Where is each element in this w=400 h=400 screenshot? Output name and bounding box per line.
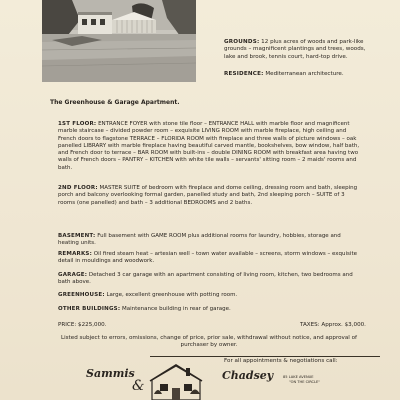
- other-buildings-text: Maintenance building in rear of garage.: [122, 306, 231, 312]
- price-line: PRICE: $225,000.: [58, 322, 107, 328]
- firm-address-line-1: 85 LAKE AVENUE: [283, 375, 314, 379]
- firm-address-line-2: "ON THE CIRCLE": [289, 380, 320, 384]
- taxes-line: TAXES: Approx. $3,000.: [300, 322, 366, 328]
- other-buildings-label: OTHER BUILDINGS:: [58, 306, 121, 312]
- greenhouse-paragraph: [58, 292, 360, 299]
- firm-name-chadsey: Chadsey: [222, 369, 274, 382]
- footer-divider: [150, 356, 380, 357]
- garage-label: GARAGE:: [58, 272, 88, 278]
- grounds-text: 12 plus acres of woods and park-like grounds – magnificent plantings and trees, woods, lake and brook, tennis court, hard-top drive.: [224, 39, 366, 60]
- remarks-text: Oil fired steam heat – artesian well – town water available – screens, storm windows – exquisite detail in mouldings and woodwork.: [58, 251, 357, 265]
- basement-text: Full basement with GAME ROOM plus additional rooms for laundry, hobbies, storage and heating units.: [58, 233, 341, 247]
- residence-paragraph: [224, 71, 372, 78]
- garage-paragraph: [58, 272, 360, 287]
- appointments-text: For all appointments & negotiations call:: [224, 358, 338, 364]
- other-buildings-paragraph: [58, 306, 360, 313]
- second-floor-paragraph: [58, 185, 360, 207]
- photo-caption: The Greenhouse & Garage Apartment.: [50, 99, 180, 106]
- first-floor-text: ENTRANCE FOYER with stone tile floor – ENTRANCE HALL with marble floor and magnificent marble staircase – divided powder room – exquisite LIVING ROOM with marble fireplace, high ceiling and French doors to flagstone TERRACE – FLORIDA ROOM with fireplace and three walls of picture windows – oak panelled LIBRARY with marble fireplace having beautiful carved mantle, bookshelves, bow window, half bath, and French door to terrace – BAR ROOM with built-ins – double DINING ROOM with breakfast area having two walls of French doors – PANTRY – KITCHEN with white tile walls – servants' sitting room – 2 maids' rooms and bath.: [58, 121, 360, 171]
- residence-text: Mediterranean architecture.: [265, 71, 344, 77]
- second-floor-label: 2ND FLOOR:: [58, 185, 98, 191]
- remarks-label: REMARKS:: [58, 251, 92, 257]
- grounds-label: GROUNDS:: [224, 39, 260, 45]
- greenhouse-label: GREENHOUSE:: [58, 292, 105, 298]
- basement-paragraph: [58, 233, 360, 248]
- residence-label: RESIDENCE:: [224, 71, 264, 77]
- greenhouse-text: Large, excellent greenhouse with potting room.: [106, 292, 238, 298]
- first-floor-label: 1ST FLOOR:: [58, 121, 97, 127]
- firm-ampersand: &: [132, 378, 145, 394]
- basement-label: BASEMENT:: [58, 233, 96, 239]
- grounds-paragraph: [224, 39, 372, 61]
- firm-name-sammis: Sammis: [86, 367, 135, 380]
- first-floor-paragraph: [58, 121, 360, 172]
- greenhouse-photo: [42, 0, 196, 82]
- second-floor-text: MASTER SUITE of bedroom with fireplace and dome ceiling, dressing room and bath, sleeping porch and balcony overlooking formal garden, panelled study and bath, 2nd sleeping porch – SUITE of 3 rooms (one panelled) and bath – 3 additional BEDROOMS and 2 baths.: [58, 185, 358, 206]
- remarks-paragraph: [58, 251, 360, 266]
- disclaimer-text: Listed subject to errors, omissions, change of price, prior sale, withdrawal without notice, and approval of purchaser by owner.: [60, 335, 358, 349]
- firm-logo-house-icon: [148, 360, 204, 400]
- garage-text: Detached 3 car garage with an apartment consisting of living room, kitchen, two bedrooms and bath above.: [58, 272, 353, 286]
